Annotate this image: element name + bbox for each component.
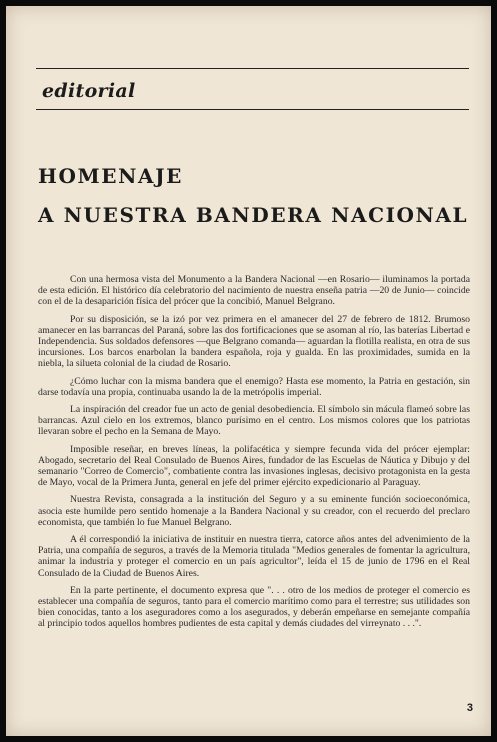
- headline-line-2: A NUESTRA BANDERA NACIONAL: [38, 203, 469, 227]
- section-label: editorial: [42, 80, 136, 102]
- page-number: 3: [466, 702, 473, 714]
- magazine-page: [6, 6, 491, 736]
- paragraph: La inspiración del creador fue un acto de genial desobediencia. El símbolo sin mácula flameó sobre las barrancas. Azul cielo en los extremos, blanco purísimo en el centro. Los mismos colores que los patriotas llevaran sobre el pecho en la Semana de Mayo.: [38, 404, 470, 438]
- paragraph: A él correspondió la iniciativa de instituir en nuestra tierra, catorce años antes del advenimiento de la Patria, una compañía de seguros, a través de la Memoria titulada "Medios generales de fomentar la agricultura, animar la industria y proteger el comercio en un país agricultor", leída el 15 de junio de 1796 en el Real Consulado de la Ciudad de Buenos Aires.: [38, 534, 470, 579]
- paragraph: ¿Cómo luchar con la misma bandera que el enemigo? Hasta ese momento, la Patria en gestación, sin darse todavía una propia, continuaba usando la de la metrópolis imperial.: [38, 375, 470, 398]
- paragraph: Nuestra Revista, consagrada a la institución del Seguro y a su eminente función socioeconómica, asocia este humilde pero sentido homenaje a la Bandera Nacional y su creador, con el recuerdo del preclaro economista, que también lo fue Manuel Belgrano.: [38, 494, 470, 528]
- section-rule: [36, 109, 469, 110]
- paragraph: En la parte pertinente, el documento expresa que ". . . otro de los medios de proteger el comercio es establecer una compañía de seguros, tanto para el comercio marítimo como para el terrestre; sus utilidades son bien conocidas, tanto a los aseguradores como a los asegurados, y deberán empeñarse en semejante compañía al principio todos aquellos hombres pudientes de esta capital y demás ciudades del virreynato . . .".: [38, 584, 470, 630]
- article-body: [38, 274, 470, 636]
- paragraph: Por su disposición, se la izó por vez primera en el amanecer del 27 de febrero de 1812. Brumoso amanecer en las barrancas del Paraná, sobre las dos fortificaciones que se asoman al río, las baterías Libertad e Independencia. Sus soldados defensores —que Belgrano comanda— aguardan la flotilla realista, en otra de sus incursiones. Los barcos enarbolan la bandera española, roja y gualda. En las proximidades, sumida en la niebla, la silueta colonial de la ciudad de Rosario.: [38, 313, 470, 370]
- paragraph: Imposible reseñar, en breves líneas, la polifacética y siempre fecunda vida del prócer ejemplar: Abogado, secretario del Real Consulado de Buenos Aires, fundador de las Escuelas de Náutica y Dibujo y del semanario "Correo de Comercio", combatiente contra las invasiones inglesas, decisivo protagonista en la gesta de Mayo, vocal de la Primera Junta, general en jefe del primer ejército expedicionario al Paraguay.: [38, 443, 470, 489]
- paragraph: Con una hermosa vista del Monumento a la Bandera Nacional —en Rosario— iluminamos la portada de esta edición. El histórico día celebratorio del nacimiento de nuestra enseña patria —20 de Junio— coincide con el de la desaparición física del prócer que la concibió, Manuel Belgrano.: [38, 274, 470, 308]
- headline-line-1: HOMENAJE: [38, 164, 184, 188]
- top-rule: [36, 68, 469, 69]
